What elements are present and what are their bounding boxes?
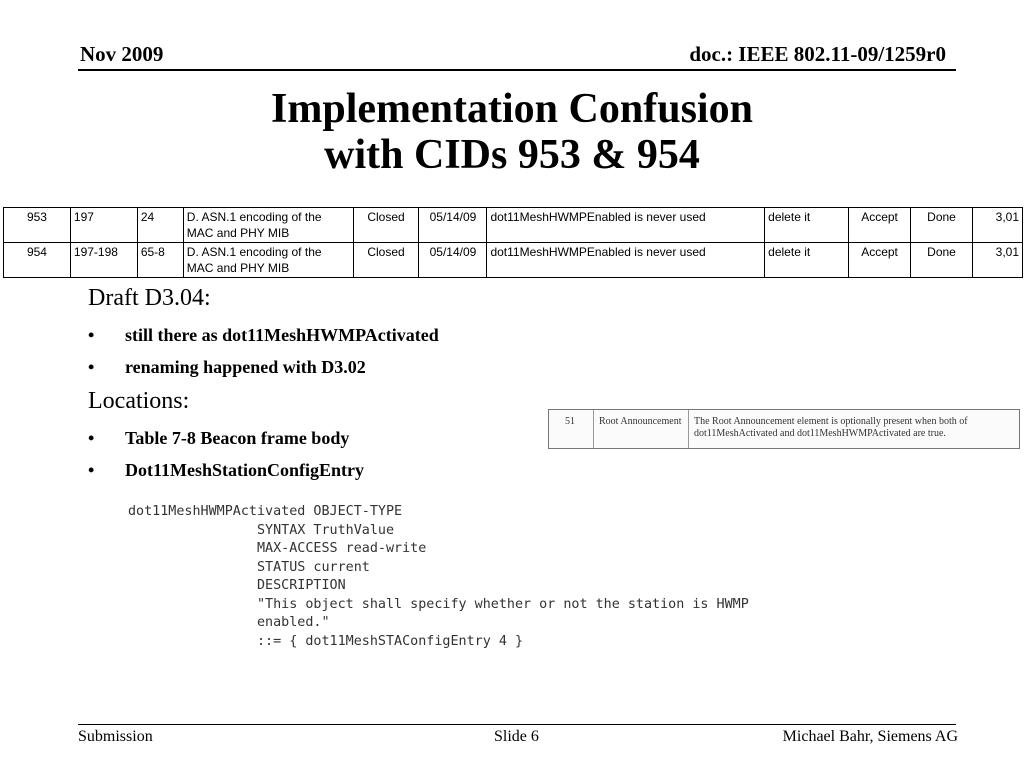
table-cell-line: 65-8 (137, 243, 183, 278)
footer-submission: Submission (78, 728, 153, 745)
bullet-icon: • (88, 325, 95, 345)
code-line: DESCRIPTION (128, 578, 346, 593)
table-cell-edit-status: Done (911, 208, 973, 243)
header-date: Nov 2009 (80, 42, 164, 66)
table-cell-resolution: Accept (849, 208, 911, 243)
excerpt-name: Root Announcement (594, 410, 689, 448)
table-cell-date: 05/14/09 (419, 208, 487, 243)
bullet-item (88, 422, 439, 454)
bullet-icon: • (88, 357, 95, 377)
footer-divider (78, 724, 956, 725)
table-cell-proposed-change: delete it (765, 243, 849, 278)
table-row (4, 243, 1023, 278)
code-line: dot11MeshHWMPActivated OBJECT-TYPE (128, 504, 403, 519)
table-cell-page: 197-198 (70, 243, 137, 278)
table-cell-comment: dot11MeshHWMPEnabled is never used (487, 243, 765, 278)
bullet-item (88, 454, 439, 486)
slide-title-line-2: with CIDs 953 & 954 (324, 132, 700, 178)
slide-title-line-1: Implementation Confusion (271, 86, 753, 132)
table-cell-version: 3,01 (972, 243, 1022, 278)
comment-resolution-table (3, 207, 1023, 278)
table-cell-comment: dot11MeshHWMPEnabled is never used (487, 208, 765, 243)
code-line: STATUS current (128, 559, 370, 575)
excerpt-description: The Root Announcement element is optionally present when both of dot11MeshActivated and dot11MeshHWMPActivated are true. (694, 416, 968, 439)
mib-code-excerpt (128, 503, 749, 651)
code-line: "This object shall specify whether or not the station is HWMP (128, 596, 749, 612)
bullet-item (88, 319, 439, 351)
slide-title (0, 86, 1024, 178)
footer-slide-number: Slide 6 (494, 728, 539, 745)
table-cell-edit-status: Done (911, 243, 973, 278)
table-cell-page: 197 (70, 208, 137, 243)
table-cell-date: 05/14/09 (419, 243, 487, 278)
table-cell-resolution: Accept (849, 243, 911, 278)
table-row (4, 208, 1023, 243)
slide-body (88, 283, 439, 486)
table-cell-proposed-change: delete it (765, 208, 849, 243)
table-cell-cid: 954 (4, 243, 71, 278)
bullet-icon: • (88, 428, 95, 448)
beacon-table-excerpt (548, 409, 1020, 449)
bullet-text: Dot11MeshStationConfigEntry (125, 460, 365, 480)
excerpt-order: 51 (549, 410, 594, 448)
bullet-text: renaming happened with D3.02 (125, 357, 366, 377)
table-cell-status: Closed (353, 208, 419, 243)
table-cell-line: 24 (137, 208, 183, 243)
footer-author: Michael Bahr, Siemens AG (782, 728, 958, 745)
code-line: SYNTAX TruthValue (128, 522, 395, 538)
table-cell-clause: D. ASN.1 encoding of the MAC and PHY MIB (183, 243, 353, 278)
code-line: ::= { dot11MeshSTAConfigEntry 4 } (128, 633, 524, 649)
locations-heading: Locations: (88, 388, 190, 414)
draft-heading: Draft D3.04: (88, 285, 211, 311)
code-line: enabled." (128, 615, 330, 630)
bullet-text: Table 7-8 Beacon frame body (125, 428, 350, 448)
table-cell-version: 3,01 (972, 208, 1022, 243)
header-doc-number: doc.: IEEE 802.11-09/1259r0 (689, 42, 946, 66)
bullet-item (88, 351, 439, 383)
header-divider (78, 69, 956, 71)
code-line: MAX-ACCESS read-write (128, 541, 427, 556)
bullet-text: still there as dot11MeshHWMPActivated (125, 325, 439, 345)
table-cell-status: Closed (353, 243, 419, 278)
table-cell-cid: 953 (4, 208, 71, 243)
table-cell-clause: D. ASN.1 encoding of the MAC and PHY MIB (183, 208, 353, 243)
bullet-icon: • (88, 460, 95, 480)
